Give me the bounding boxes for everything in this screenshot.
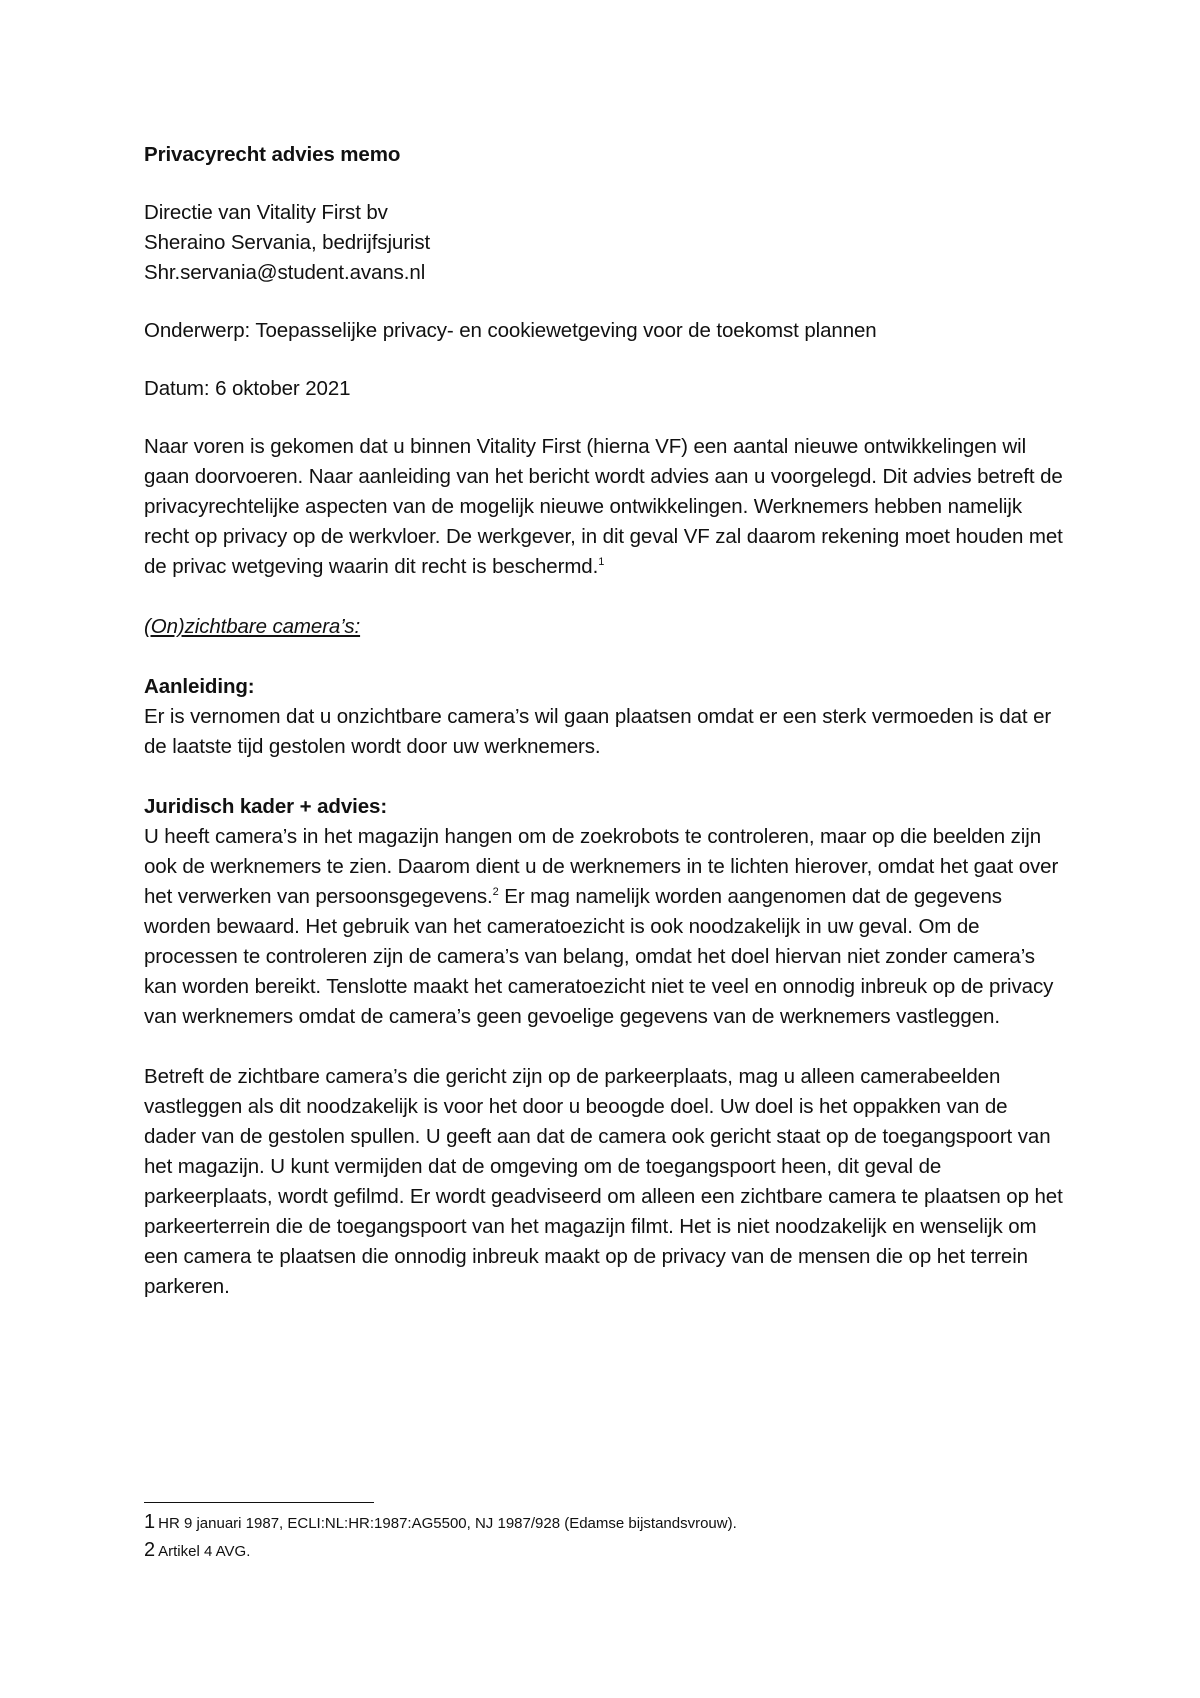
kader-text-a: U heeft camera’s in het magazijn hangen om de zoekrobots te controleren, maar op die beelden zijn ook de werknemers te zien. Daarom dient u de werknemers in te lichten hierover, omdat het gaat over het verwerken van persoonsgegevens. (144, 825, 1059, 908)
author: Sheraino Servania, bedrijfsjurist (144, 231, 431, 254)
email: Shr.servania@student.avans.nl (144, 261, 426, 284)
section-title: (On)zichtbare camera’s: (144, 615, 361, 638)
intro-text: Naar voren is gekomen dat u binnen Vitality First (hierna VF) een aantal nieuwe ontwikkelingen wil gaan doorvoeren. Naar aanleiding van het bericht wordt advies aan u voorgelegd. Dit advies betreft de privacyrechtelijke aspecten van de mogelijk nieuwe ontwikkelingen. Werknemers hebben namelijk recht op privacy op de werkvloer. De werkgever, in dit geval VF zal daarom rekening moet houden met de privac wetgeving waarin dit recht is beschermd. (144, 435, 1063, 578)
address-block (144, 198, 1064, 288)
footnote-2-text: Artikel 4 AVG. (158, 1543, 251, 1560)
footnote-1-text: HR 9 januari 1987, ECLI:NL:HR:1987:AG5500, NJ 1987/928 (Edamse bijstandsvrouw). (158, 1515, 737, 1532)
kader-paragraph (144, 822, 1064, 1032)
footnote-2-number: 2 (144, 1539, 156, 1561)
footnotes (144, 1502, 1064, 1565)
footnote-ref-2: 2 (492, 886, 499, 899)
aanleiding-text: Er is vernomen dat u onzichtbare camera’s wil gaan plaatsen omdat er een sterk vermoeden is dat er de laatste tijd gestolen wordt door uw werknemers. (144, 705, 1052, 758)
subject-line: Onderwerp: Toepasselijke privacy- en cookiewetgeving voor de toekomst plannen (144, 319, 877, 342)
aanleiding-heading: Aanleiding: (144, 675, 255, 698)
kader-heading: Juridisch kader + advies: (144, 795, 388, 818)
kader-block (144, 792, 1064, 1032)
memo-page (144, 140, 1064, 1332)
intro-paragraph (144, 432, 1064, 582)
parking-paragraph: Betreft de zichtbare camera’s die gericht zijn op de parkeerplaats, mag u alleen camerabeelden vastleggen als dit noodzakelijk is voor het door u beoogde doel. Uw doel is het oppakken van de dader van de gestolen spullen. U geeft aan dat de camera ook gericht staat op de toegangspoort van het magazijn. U kunt vermijden dat de omgeving om de toegangspoort heen, dit geval de parkeerplaats, wordt gefilmd. Er wordt geadviseerd om alleen een zichtbare camera te plaatsen op het parkeerterrein die de toegangspoort van het magazijn filmt. Het is niet noodzakelijk en wenselijk om een camera te plaatsen die onnodig inbreuk maakt op de privacy van de mensen die op het terrein parkeren. (144, 1065, 1063, 1298)
date-line: Datum: 6 oktober 2021 (144, 377, 351, 400)
aanleiding-block (144, 672, 1064, 762)
footnote-1 (144, 1509, 1064, 1537)
kader-text-b: Er mag namelijk worden aangenomen dat de gegevens worden bewaard. Het gebruik van het cameratoezicht is ook noodzakelijk in uw geval. Om de processen te controleren zijn de camera’s van belang, omdat het doel hiervan niet zonder camera’s kan worden bereikt. Tenslotte maakt het cameratoezicht niet te veel en onnodig inbreuk op de privacy van werknemers omdat de camera’s geen gevoelige gegevens van de werknemers vastleggen. (144, 885, 1054, 1028)
footnote-2 (144, 1537, 1064, 1565)
footnote-separator (144, 1502, 374, 1503)
footnote-ref-1: 1 (598, 556, 605, 569)
recipient: Directie van Vitality First bv (144, 201, 388, 224)
memo-title: Privacyrecht advies memo (144, 143, 401, 166)
footnote-1-number: 1 (144, 1511, 156, 1533)
